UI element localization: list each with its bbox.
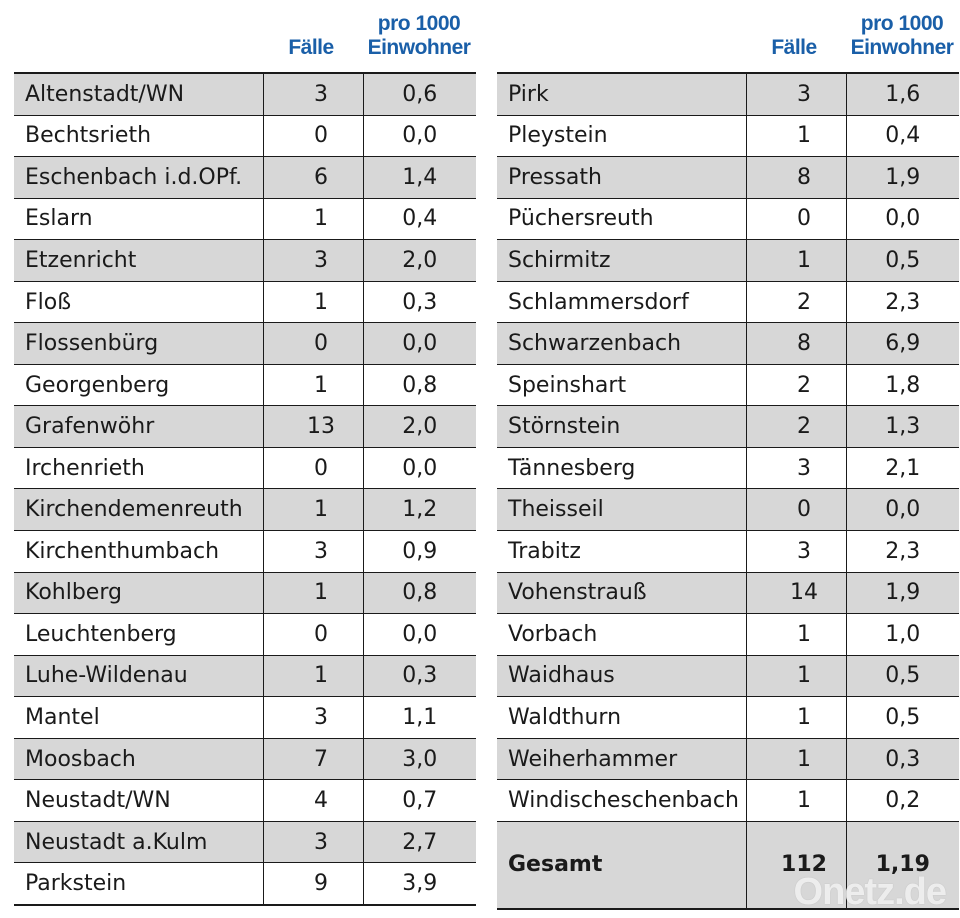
cases-cell: 3 [263,821,363,863]
municipality-cell: Tännesberg [497,447,746,489]
rate-cell: 2,0 [363,406,476,448]
rate-cell: 2,3 [846,281,959,323]
cases-cell: 0 [263,614,363,656]
cases-cell: 1 [263,364,363,406]
table-row [14,489,476,531]
cases-cell: 1 [746,655,846,697]
cases-cell: 6 [263,157,363,199]
rate-cell: 0,5 [846,240,959,282]
rate-cell: 0,5 [846,697,959,739]
table-row [497,697,959,739]
municipality-cell: Waldthurn [497,697,746,739]
table-header-right [497,0,959,72]
column-header-rate-line1: pro 1000 [377,12,461,35]
cases-cell: 1 [263,655,363,697]
municipality-cell: Weiherhammer [497,738,746,780]
table-row [497,489,959,531]
municipality-cell: Georgenberg [14,364,263,406]
rate-cell: 1,1 [363,697,476,739]
municipality-cell: Etzenricht [14,240,263,282]
cases-cell: 1 [746,614,846,656]
column-header-rate [359,12,479,60]
cases-cell: 3 [746,73,846,115]
table-row [497,281,959,323]
municipality-cell: Pleystein [497,115,746,157]
table-row [14,406,476,448]
table-row [14,572,476,614]
table-row [497,572,959,614]
rate-cell: 2,3 [846,531,959,573]
cases-cell: 3 [746,447,846,489]
cases-cell: 14 [746,572,846,614]
data-table-left [14,72,476,906]
table-row [497,364,959,406]
table-row [14,157,476,199]
table-panel-right [497,0,959,910]
rate-cell: 0,8 [363,572,476,614]
cases-cell: 13 [263,406,363,448]
municipality-cell: Kirchendemenreuth [14,489,263,531]
cases-cell: 1 [263,198,363,240]
rate-cell: 0,0 [363,447,476,489]
municipality-cell: Schwarzenbach [497,323,746,365]
cases-cell: 3 [746,531,846,573]
table-row [14,531,476,573]
cases-cell: 3 [263,697,363,739]
rate-cell: 0,9 [363,531,476,573]
municipality-cell: Kirchenthumbach [14,531,263,573]
table-row [497,738,959,780]
table-row [14,73,476,115]
cases-cell: 1 [746,780,846,822]
table-row [14,655,476,697]
municipality-cell: Eschenbach i.d.OPf. [14,157,263,199]
rate-cell: 3,0 [363,738,476,780]
municipality-cell: Schirmitz [497,240,746,282]
table-header-left [14,0,476,72]
table-row [497,655,959,697]
column-header-rate-line2: Einwohner [367,36,471,59]
rate-cell: 0,4 [363,198,476,240]
rate-cell: 0,6 [363,73,476,115]
municipality-cell: Trabitz [497,531,746,573]
table-row [497,447,959,489]
rate-cell: 0,0 [846,489,959,531]
municipality-cell: Waidhaus [497,655,746,697]
table-row [14,323,476,365]
cases-cell: 3 [263,240,363,282]
column-header-rate-line1: pro 1000 [860,12,944,35]
table-row [14,198,476,240]
table-row [14,447,476,489]
municipality-cell: Pirk [497,73,746,115]
cases-cell: 8 [746,157,846,199]
table-row [14,240,476,282]
cases-cell: 2 [746,281,846,323]
municipality-cell: Vohenstrauß [497,572,746,614]
rate-cell: 0,3 [846,738,959,780]
rate-cell: 0,4 [846,115,959,157]
municipality-cell: Püchersreuth [497,198,746,240]
municipality-cell: Störnstein [497,406,746,448]
cases-cell: 4 [263,780,363,822]
cases-cell: 8 [746,323,846,365]
cases-cell: 1 [746,115,846,157]
cases-cell: 0 [263,115,363,157]
total-cases: 112 [746,821,846,909]
municipality-cell: Altenstadt/WN [14,73,263,115]
column-header-rate-line2: Einwohner [850,36,954,59]
municipality-cell: Neustadt/WN [14,780,263,822]
municipality-cell: Moosbach [14,738,263,780]
total-label: Gesamt [497,821,746,909]
table-row [497,115,959,157]
cases-cell: 0 [746,198,846,240]
rate-cell: 1,6 [846,73,959,115]
table-row [14,780,476,822]
municipality-cell: Kohlberg [14,572,263,614]
cases-cell: 1 [746,738,846,780]
cases-cell: 1 [263,572,363,614]
rate-cell: 6,9 [846,323,959,365]
municipality-cell: Vorbach [497,614,746,656]
rate-cell: 3,9 [363,863,476,905]
table-row [14,614,476,656]
cases-cell: 2 [746,406,846,448]
municipality-cell: Speinshart [497,364,746,406]
cases-cell: 2 [746,364,846,406]
rate-cell: 2,0 [363,240,476,282]
cases-cell: 0 [263,323,363,365]
cases-cell: 3 [263,73,363,115]
table-row [497,780,959,822]
rate-cell: 0,2 [846,780,959,822]
rate-cell: 0,0 [363,323,476,365]
column-header-cases: Fälle [771,36,817,59]
table-row [497,240,959,282]
table-row [497,198,959,240]
municipality-cell: Grafenwöhr [14,406,263,448]
municipality-cell: Luhe-Wildenau [14,655,263,697]
cases-cell: 1 [263,281,363,323]
table-row [14,697,476,739]
municipality-cell: Parkstein [14,863,263,905]
table-row [14,281,476,323]
cases-cell: 0 [746,489,846,531]
cases-cell: 1 [746,697,846,739]
rate-cell: 0,0 [363,614,476,656]
rate-cell: 1,0 [846,614,959,656]
rate-cell: 1,3 [846,406,959,448]
rate-cell: 1,9 [846,572,959,614]
rate-cell: 1,2 [363,489,476,531]
rate-cell: 1,8 [846,364,959,406]
table-row [14,863,476,905]
municipality-cell: Pressath [497,157,746,199]
municipality-cell: Leuchtenberg [14,614,263,656]
cases-cell: 1 [746,240,846,282]
rate-cell: 0,7 [363,780,476,822]
column-header-cases: Fälle [288,36,334,59]
table-row [497,531,959,573]
table-row [14,738,476,780]
rate-cell: 1,9 [846,157,959,199]
municipality-cell: Floß [14,281,263,323]
table-row [497,614,959,656]
rate-cell: 0,0 [846,198,959,240]
rate-cell: 0,0 [363,115,476,157]
municipality-cell: Windischeschenbach [497,780,746,822]
rate-cell: 1,4 [363,157,476,199]
rate-cell: 0,3 [363,655,476,697]
municipality-cell: Irchenrieth [14,447,263,489]
data-table-right [497,72,959,910]
rate-cell: 0,5 [846,655,959,697]
table-row [14,821,476,863]
cases-cell: 1 [263,489,363,531]
table-panel-left [14,0,476,906]
municipality-cell: Eslarn [14,198,263,240]
table-row [497,406,959,448]
municipality-cell: Mantel [14,697,263,739]
municipality-cell: Theisseil [497,489,746,531]
municipality-cell: Schlammersdorf [497,281,746,323]
cases-cell: 9 [263,863,363,905]
column-header-rate [842,12,960,60]
municipality-cell: Flossenbürg [14,323,263,365]
municipality-cell: Bechtsrieth [14,115,263,157]
rate-cell: 0,8 [363,364,476,406]
municipality-cell: Neustadt a.Kulm [14,821,263,863]
rate-cell: 2,7 [363,821,476,863]
total-rate: 1,19 [846,821,959,909]
rate-cell: 0,3 [363,281,476,323]
rate-cell: 2,1 [846,447,959,489]
table-row [497,323,959,365]
table-row [14,115,476,157]
table-row [497,157,959,199]
cases-cell: 0 [263,447,363,489]
table-row [14,364,476,406]
cases-cell: 3 [263,531,363,573]
cases-cell: 7 [263,738,363,780]
table-row [497,73,959,115]
watermark-logo: Onetz.de [793,871,946,913]
